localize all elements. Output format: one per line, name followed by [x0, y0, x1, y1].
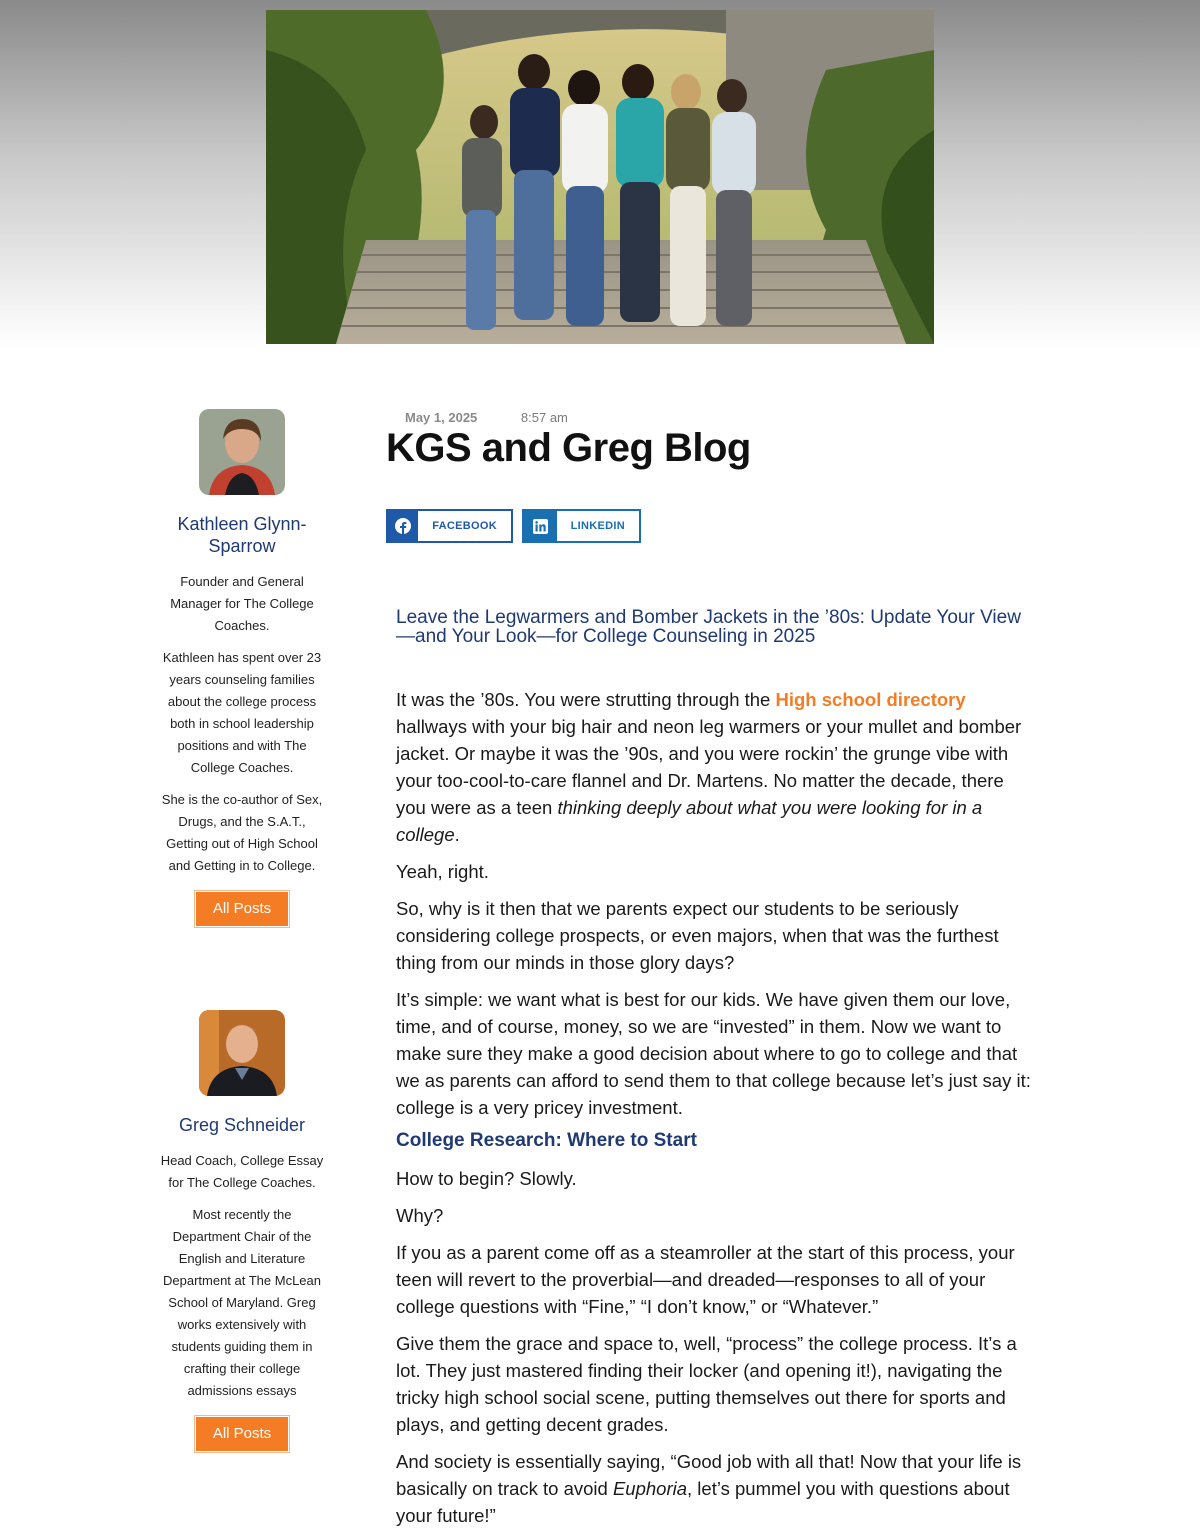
article-paragraph [396, 1448, 1036, 1529]
article-paragraph: How to begin? Slowly. [396, 1168, 577, 1189]
author-role: Head Coach, College Essay for The College Coaches. [160, 1153, 324, 1190]
avatar [199, 409, 285, 495]
text-span: And society is essentially saying, “Good job with all that! Now that your life is basically on track to avoid [396, 1451, 1022, 1499]
author-bio: Most recently the Department Chair of the English and Literature Department at The McLean School of Maryland. Greg works extensively with students guiding them in crafting their college admissions essays [162, 1207, 321, 1398]
author-card-greg [160, 1010, 324, 1452]
post-date: May 1, 2025 [405, 410, 478, 425]
article-paragraph: Yeah, right. [396, 861, 489, 882]
article-subhead: Leave the Legwarmers and Bomber Jackets in the ’80s: Update Your View—and Your Look—for College Counseling in 2025 [396, 607, 1021, 647]
article-paragraph: Why? [396, 1205, 444, 1226]
text-span: It was the ’80s. You were strutting through the [396, 689, 776, 710]
author-card-kathleen [160, 409, 324, 927]
post-time: 8:57 am [520, 410, 568, 425]
text-span: . [454, 824, 460, 845]
article-paragraph: If you as a parent come off as a steamroller at the start of this process, your teen will revert to the proverbial—and dreaded—responses to all of your college questions with “Fine,” “I don’t know,” or “Whatever.” [396, 1242, 1015, 1317]
author-name: Kathleen Glynn-Sparrow [177, 514, 307, 556]
facebook-icon [388, 510, 418, 542]
text-span: , let’s pummel you with questions about your future!” [396, 1478, 1010, 1526]
article-paragraph [396, 686, 1036, 848]
author-name: Greg Schneider [178, 1115, 306, 1135]
author-bio: She is the co-author of Sex, Drugs, and the S.A.T., Getting out of High School and Getting in to College. [161, 792, 323, 873]
all-posts-button[interactable]: All Posts [195, 891, 289, 927]
page-title: KGS and Greg Blog [386, 426, 751, 470]
author-bio: Kathleen has spent over 23 years counseling families about the college process both in school leadership positions and with The College Coaches. [162, 650, 322, 775]
share-facebook-label: FACEBOOK [432, 520, 497, 532]
high-school-directory-link[interactable]: High school directory [775, 689, 966, 710]
share-linkedin-button[interactable] [522, 509, 641, 543]
hero-image [266, 10, 934, 344]
article-paragraph: It’s simple: we want what is best for our kids. We have given them our love, time, and of course, money, so we are “invested” in them. Now we want to make sure they make a good decision about where to go to college and that we as parents can afford to send them to that college because let’s just say it: college is a very pricey investment. [396, 989, 1031, 1118]
article-paragraph: Give them the grace and space to, well, “process” the college process. It’s a lot. They just mastered finding their locker (and opening it!), navigating the tricky high school social scene, putting themselves out there for sports and plays, and getting decent grades. [396, 1333, 1017, 1435]
article-paragraph: So, why is it then that we parents expect our students to be seriously considering college prospects, or even majors, when that was the furthest thing from our minds in those glory days? [396, 898, 999, 973]
linkedin-icon [524, 510, 557, 542]
share-linkedin-label: LINKEDIN [570, 520, 625, 532]
emphasis-text: thinking deeply about what you were looking for in a college [396, 797, 983, 845]
text-span: hallways with your big hair and neon leg warmers or your mullet and bomber jacket. Or maybe it was the ’90s, and you were rockin’ the grunge vibe with your too-cool-to-care flannel and Dr. Martens. No matter the decade, there you were as a teen [396, 716, 1022, 818]
emphasis-text: Euphoria [612, 1478, 688, 1499]
avatar [199, 1010, 285, 1096]
article-body [396, 608, 1036, 1539]
post-meta [405, 410, 568, 425]
section-heading-college-research: College Research: Where to Start [396, 1130, 697, 1151]
author-role: Founder and General Manager for The College Coaches. [170, 574, 314, 633]
all-posts-button[interactable]: All Posts [195, 1416, 289, 1452]
share-facebook-button[interactable] [386, 509, 513, 543]
